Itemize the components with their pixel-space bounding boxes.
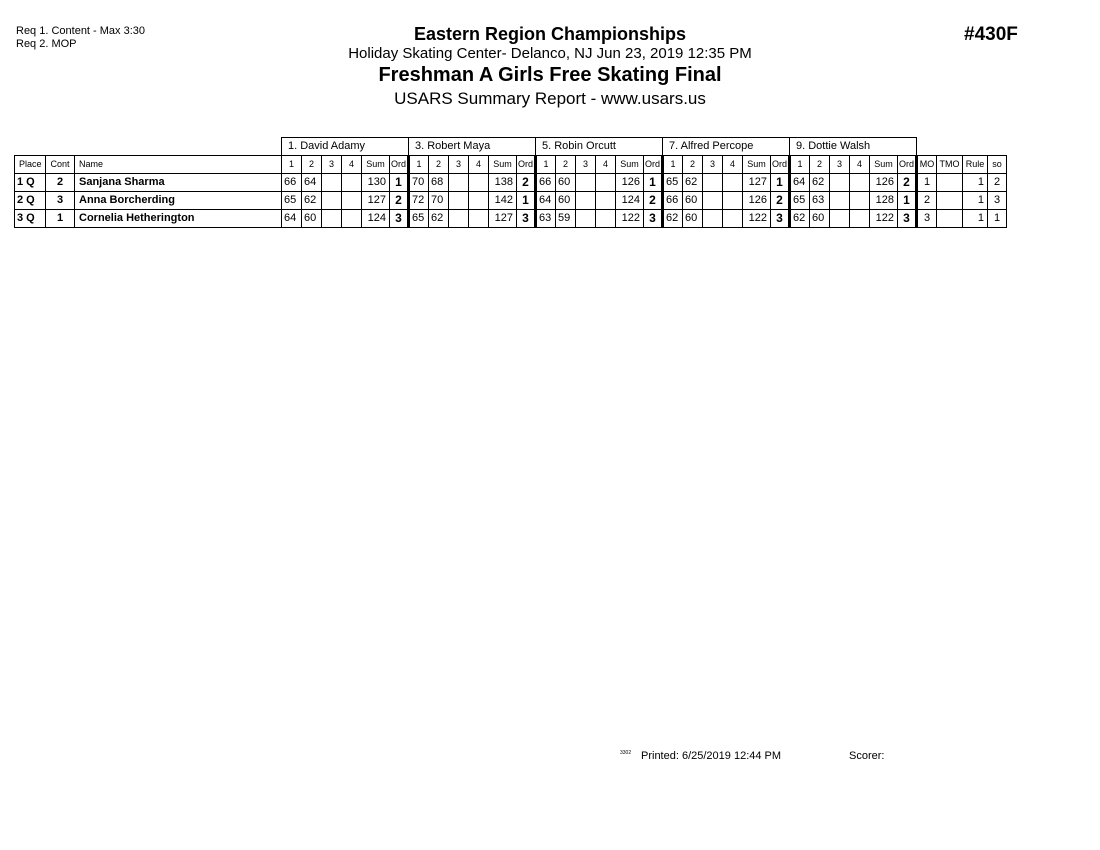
- sum-cell: 126: [743, 192, 771, 210]
- ordinal-cell: 2: [517, 174, 536, 192]
- so-cell: 2: [988, 174, 1007, 192]
- mark-1: 65: [790, 192, 810, 210]
- requirement-line: Req 2. MOP: [16, 38, 77, 50]
- ordinal-cell: 1: [644, 174, 663, 192]
- ordinal-cell: 3: [517, 210, 536, 228]
- printed-date: Printed: 6/25/2019 12:44 PM: [641, 750, 782, 762]
- header-ord: Ord: [771, 156, 790, 174]
- header-sum: Sum: [616, 156, 644, 174]
- ordinal-cell: 1: [898, 192, 917, 210]
- mark-2: 63: [810, 192, 830, 210]
- mark-3: [449, 174, 469, 192]
- mark-3: [830, 192, 850, 210]
- mark-3: [322, 192, 342, 210]
- header-mark: 3: [703, 156, 723, 174]
- mo-cell: 3: [917, 210, 937, 228]
- competition-title: Eastern Region Championships: [413, 24, 687, 44]
- mark-2: 60: [683, 192, 703, 210]
- header-sum: Sum: [362, 156, 390, 174]
- tmo-cell: [937, 174, 963, 192]
- place-cell: 1 Q: [15, 174, 46, 192]
- blank-cell: [15, 138, 282, 156]
- header-sum: Sum: [870, 156, 898, 174]
- header-mark: 2: [556, 156, 576, 174]
- tmo-cell: [937, 192, 963, 210]
- place-cell: 2 Q: [15, 192, 46, 210]
- mark-3: [322, 174, 342, 192]
- mark-2: 62: [429, 210, 449, 228]
- mark-4: [596, 210, 616, 228]
- sum-cell: 124: [616, 192, 644, 210]
- mark-2: 60: [810, 210, 830, 228]
- mark-2: 60: [556, 192, 576, 210]
- sum-cell: 138: [489, 174, 517, 192]
- tmo-cell: [937, 210, 963, 228]
- cont-cell: 3: [46, 192, 75, 210]
- footer-code: 3302: [620, 750, 632, 756]
- scorer-label: Scorer:: [849, 750, 885, 762]
- mark-4: [723, 210, 743, 228]
- sum-cell: 122: [870, 210, 898, 228]
- header-mark: 4: [469, 156, 489, 174]
- mark-1: 64: [536, 192, 556, 210]
- mark-4: [342, 210, 362, 228]
- ordinal-cell: 2: [771, 192, 790, 210]
- judges-row: [15, 138, 1007, 156]
- header-mark: 4: [723, 156, 743, 174]
- sum-cell: 127: [362, 192, 390, 210]
- mark-3: [322, 210, 342, 228]
- mark-3: [449, 192, 469, 210]
- mark-2: 62: [810, 174, 830, 192]
- column-header-row: [15, 156, 1007, 174]
- header-mark: 4: [342, 156, 362, 174]
- mark-4: [342, 174, 362, 192]
- mark-1: 66: [536, 174, 556, 192]
- header-mark: 2: [683, 156, 703, 174]
- header-mark: 1: [663, 156, 683, 174]
- mark-1: 64: [282, 210, 302, 228]
- ordinal-cell: 3: [898, 210, 917, 228]
- header-ord: Ord: [644, 156, 663, 174]
- mark-1: 64: [790, 174, 810, 192]
- mark-4: [342, 192, 362, 210]
- results-table: [14, 137, 1007, 228]
- mark-2: 62: [302, 192, 322, 210]
- mark-1: 72: [409, 192, 429, 210]
- header-ord: Ord: [390, 156, 409, 174]
- report-title: USARS Summary Report - www.usars.us: [394, 89, 706, 108]
- mark-4: [850, 210, 870, 228]
- header-so: so: [988, 156, 1007, 174]
- mark-1: 65: [663, 174, 683, 192]
- header-mark: 3: [576, 156, 596, 174]
- sum-cell: 126: [616, 174, 644, 192]
- ordinal-cell: 2: [644, 192, 663, 210]
- header-ord: Ord: [898, 156, 917, 174]
- mark-3: [703, 192, 723, 210]
- header-mo: MO: [917, 156, 937, 174]
- so-cell: 3: [988, 192, 1007, 210]
- header-place: Place: [15, 156, 46, 174]
- sum-cell: 130: [362, 174, 390, 192]
- ordinal-cell: 3: [390, 210, 409, 228]
- mo-cell: 1: [917, 174, 937, 192]
- cont-cell: 1: [46, 210, 75, 228]
- header-sum: Sum: [489, 156, 517, 174]
- requirement-line: Req 1. Content - Max 3:30: [16, 25, 146, 37]
- mo-cell: 2: [917, 192, 937, 210]
- ordinal-cell: 3: [644, 210, 663, 228]
- sum-cell: 126: [870, 174, 898, 192]
- ordinal-cell: 1: [771, 174, 790, 192]
- mark-1: 65: [409, 210, 429, 228]
- mark-2: 60: [556, 174, 576, 192]
- ordinal-cell: 1: [517, 192, 536, 210]
- mark-1: 70: [409, 174, 429, 192]
- header-mark: 3: [830, 156, 850, 174]
- header-mark: 1: [790, 156, 810, 174]
- mark-3: [703, 210, 723, 228]
- header-mark: 3: [449, 156, 469, 174]
- header-mark: 4: [596, 156, 616, 174]
- table-row: [15, 210, 1007, 228]
- header-mark: 2: [302, 156, 322, 174]
- mark-1: 66: [282, 174, 302, 192]
- header-mark: 1: [409, 156, 429, 174]
- rule-cell: 1: [963, 174, 988, 192]
- blank-cell: [917, 138, 1007, 156]
- rule-cell: 1: [963, 192, 988, 210]
- mark-4: [723, 192, 743, 210]
- header-mark: 1: [282, 156, 302, 174]
- ordinal-cell: 2: [898, 174, 917, 192]
- mark-1: 65: [282, 192, 302, 210]
- header-mark: 2: [429, 156, 449, 174]
- mark-3: [830, 174, 850, 192]
- judge-name: 7. Alfred Percope: [663, 138, 790, 156]
- rule-cell: 1: [963, 210, 988, 228]
- sum-cell: 124: [362, 210, 390, 228]
- mark-2: 70: [429, 192, 449, 210]
- judge-name: 3. Robert Maya: [409, 138, 536, 156]
- mark-4: [596, 192, 616, 210]
- ordinal-cell: 1: [390, 174, 409, 192]
- header-tmo: TMO: [937, 156, 963, 174]
- mark-4: [723, 174, 743, 192]
- cont-cell: 2: [46, 174, 75, 192]
- mark-2: 64: [302, 174, 322, 192]
- mark-3: [576, 210, 596, 228]
- header-mark: 2: [810, 156, 830, 174]
- judge-name: 5. Robin Orcutt: [536, 138, 663, 156]
- so-cell: 1: [988, 210, 1007, 228]
- mark-2: 60: [302, 210, 322, 228]
- skater-name: Sanjana Sharma: [75, 174, 282, 192]
- event-number: #430F: [964, 24, 1018, 45]
- mark-4: [850, 192, 870, 210]
- mark-3: [703, 174, 723, 192]
- sum-cell: 122: [743, 210, 771, 228]
- mark-4: [469, 192, 489, 210]
- mark-2: 59: [556, 210, 576, 228]
- mark-1: 63: [536, 210, 556, 228]
- sum-cell: 142: [489, 192, 517, 210]
- mark-3: [830, 210, 850, 228]
- sum-cell: 122: [616, 210, 644, 228]
- mark-1: 66: [663, 192, 683, 210]
- header-cont: Cont: [46, 156, 75, 174]
- report-header: [250, 24, 850, 110]
- mark-3: [449, 210, 469, 228]
- header-mark: 4: [850, 156, 870, 174]
- mark-3: [576, 192, 596, 210]
- ordinal-cell: 3: [771, 210, 790, 228]
- judge-name: 1. David Adamy: [282, 138, 409, 156]
- mark-4: [596, 174, 616, 192]
- header-rule: Rule: [963, 156, 988, 174]
- skater-name: Anna Borcherding: [75, 192, 282, 210]
- requirements: [16, 25, 145, 51]
- table-row: [15, 192, 1007, 210]
- place-cell: 3 Q: [15, 210, 46, 228]
- mark-2: 68: [429, 174, 449, 192]
- header-mark: 1: [536, 156, 556, 174]
- skater-name: Cornelia Hetherington: [75, 210, 282, 228]
- venue-date: Holiday Skating Center- Delanco, NJ Jun 23, 2019 12:35 PM: [348, 45, 752, 62]
- header-sum: Sum: [743, 156, 771, 174]
- mark-2: 62: [683, 174, 703, 192]
- header-name: Name: [75, 156, 282, 174]
- mark-2: 60: [683, 210, 703, 228]
- sum-cell: 128: [870, 192, 898, 210]
- mark-4: [469, 210, 489, 228]
- event-title: Freshman A Girls Free Skating Final: [378, 64, 722, 86]
- mark-1: 62: [663, 210, 683, 228]
- header-mark: 3: [322, 156, 342, 174]
- ordinal-cell: 2: [390, 192, 409, 210]
- header-ord: Ord: [517, 156, 536, 174]
- judge-name: 9. Dottie Walsh: [790, 138, 917, 156]
- mark-3: [576, 174, 596, 192]
- mark-1: 62: [790, 210, 810, 228]
- table-row: [15, 174, 1007, 192]
- sum-cell: 127: [489, 210, 517, 228]
- mark-4: [469, 174, 489, 192]
- mark-4: [850, 174, 870, 192]
- sum-cell: 127: [743, 174, 771, 192]
